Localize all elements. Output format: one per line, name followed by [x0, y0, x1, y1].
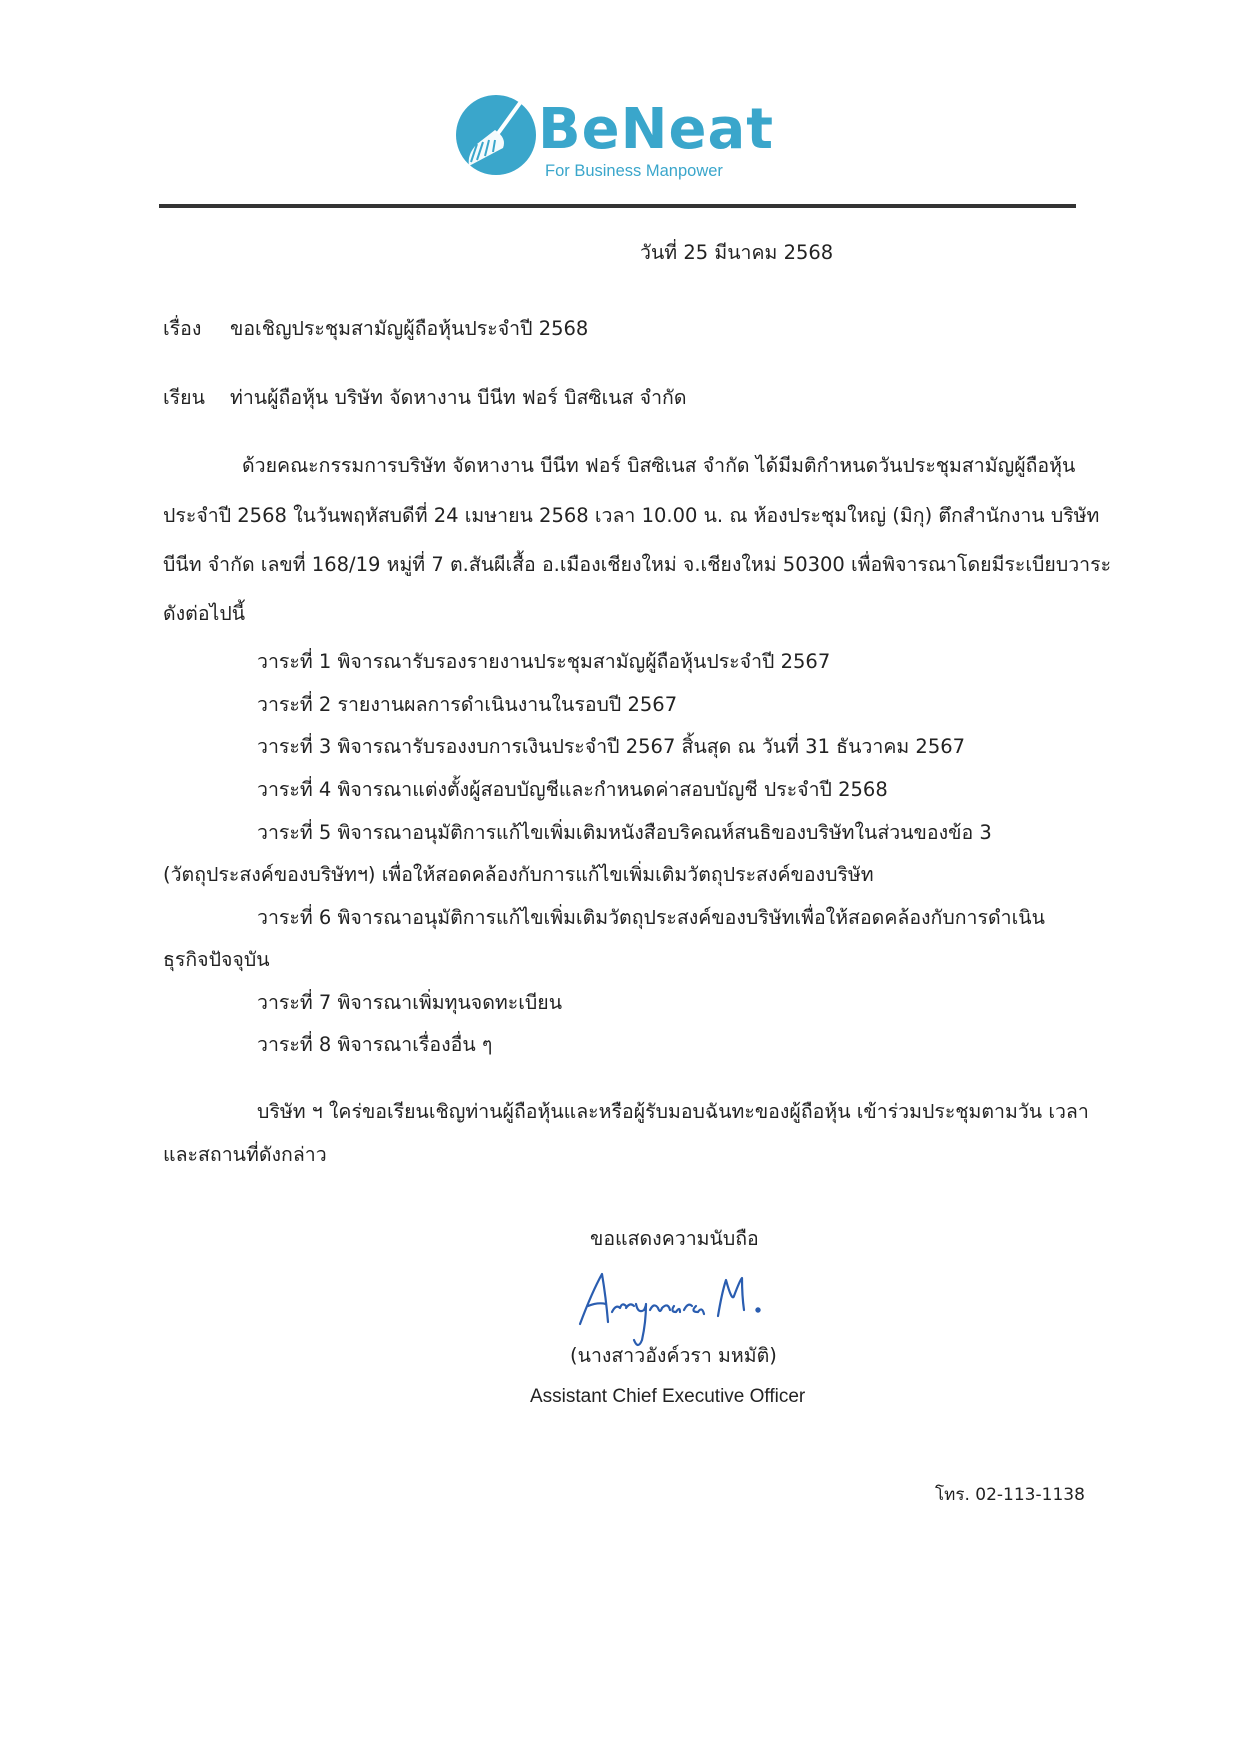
agenda-item-3: วาระที่ 3 พิจารณารับรองงบการเงินประจำปี 2567 สิ้นสุด ณ วันที่ 31 ธันวาคม 2567 [257, 735, 966, 758]
regards: ขอแสดงความนับถือ [590, 1227, 759, 1250]
agenda-item-5: วาระที่ 5 พิจารณาอนุมัติการแก้ไขเพิ่มเติมหนังสือบริคณห์สนธิของบริษัทในส่วนของข้อ 3 [257, 821, 992, 844]
subject-label: เรื่อง [163, 317, 202, 340]
letter-date: วันที่ 25 มีนาคม 2568 [640, 241, 834, 264]
header-divider [159, 204, 1076, 208]
agenda-item-7: วาระที่ 7 พิจารณาเพิ่มทุนจดทะเบียน [257, 991, 563, 1014]
logo-tagline: For Business Manpower [545, 162, 723, 180]
closing-line: บริษัท ฯ ใคร่ขอเรียนเชิญท่านผู้ถือหุ้นและหรือผู้รับมอบฉันทะของผู้ถือหุ้น เข้าร่วมประชุมตามวัน เวลา [257, 1100, 1089, 1123]
company-logo [455, 86, 775, 182]
recipient-label: เรียน [163, 386, 205, 409]
recipient-text: ท่านผู้ถือหุ้น บริษัท จัดหางาน บีนีท ฟอร์ บิสซิเนส จำกัด [230, 386, 687, 409]
agenda-item-8: วาระที่ 8 พิจารณาเรื่องอื่น ๆ [257, 1033, 493, 1056]
agenda-item-1: วาระที่ 1 พิจารณารับรองรายงานประชุมสามัญผู้ถือหุ้นประจำปี 2567 [257, 650, 831, 673]
signer-name: (นางสาวอังค์วรา มหมัติ) [570, 1344, 777, 1367]
agenda-item-5-cont: (วัตถุประสงค์ของบริษัทฯ) เพื่อให้สอดคล้องกับการแก้ไขเพิ่มเติมวัตถุประสงค์ของบริษัท [163, 863, 874, 886]
phone-number: โทร. 02-113-1138 [935, 1485, 1085, 1505]
agenda-item-2: วาระที่ 2 รายงานผลการดำเนินงานในรอบปี 2567 [257, 693, 678, 716]
body-line: บีนีท จำกัด เลขที่ 168/19 หมู่ที่ 7 ต.สันผีเสื้อ อ.เมืองเชียงใหม่ จ.เชียงใหม่ 50300 เพื่อพิจารณาโดยมีระเบียบวาระ [163, 553, 1112, 576]
agenda-item-4: วาระที่ 4 พิจารณาแต่งตั้งผู้สอบบัญชีและกำหนดค่าสอบบัญชี ประจำปี 2568 [257, 778, 888, 801]
signer-title: Assistant Chief Executive Officer [530, 1386, 806, 1407]
broom-logo-icon [455, 94, 537, 176]
closing-line: และสถานที่ดังกล่าว [163, 1143, 327, 1166]
body-line: ดังต่อไปนี้ [163, 602, 246, 625]
subject-text: ขอเชิญประชุมสามัญผู้ถือหุ้นประจำปี 2568 [230, 317, 589, 340]
body-line: ประจำปี 2568 ในวันพฤหัสบดีที่ 24 เมษายน 2568 เวลา 10.00 น. ณ ห้องประชุมใหญ่ (มิกุ) ตึกสำนักงาน บริษัท [163, 504, 1100, 527]
logo-name: BeNeat [538, 97, 775, 162]
handwritten-signature [572, 1262, 792, 1352]
body-line: ด้วยคณะกรรมการบริษัท จัดหางาน บีนีท ฟอร์ บิสซิเนส จำกัด ได้มีมติกำหนดวันประชุมสามัญผู้ถือหุ้น [242, 454, 1076, 477]
agenda-item-6: วาระที่ 6 พิจารณาอนุมัติการแก้ไขเพิ่มเติมวัตถุประสงค์ของบริษัทเพื่อให้สอดคล้องกับการดำเนิน [257, 906, 1045, 929]
agenda-item-6-cont: ธุรกิจปัจจุบัน [163, 948, 270, 971]
